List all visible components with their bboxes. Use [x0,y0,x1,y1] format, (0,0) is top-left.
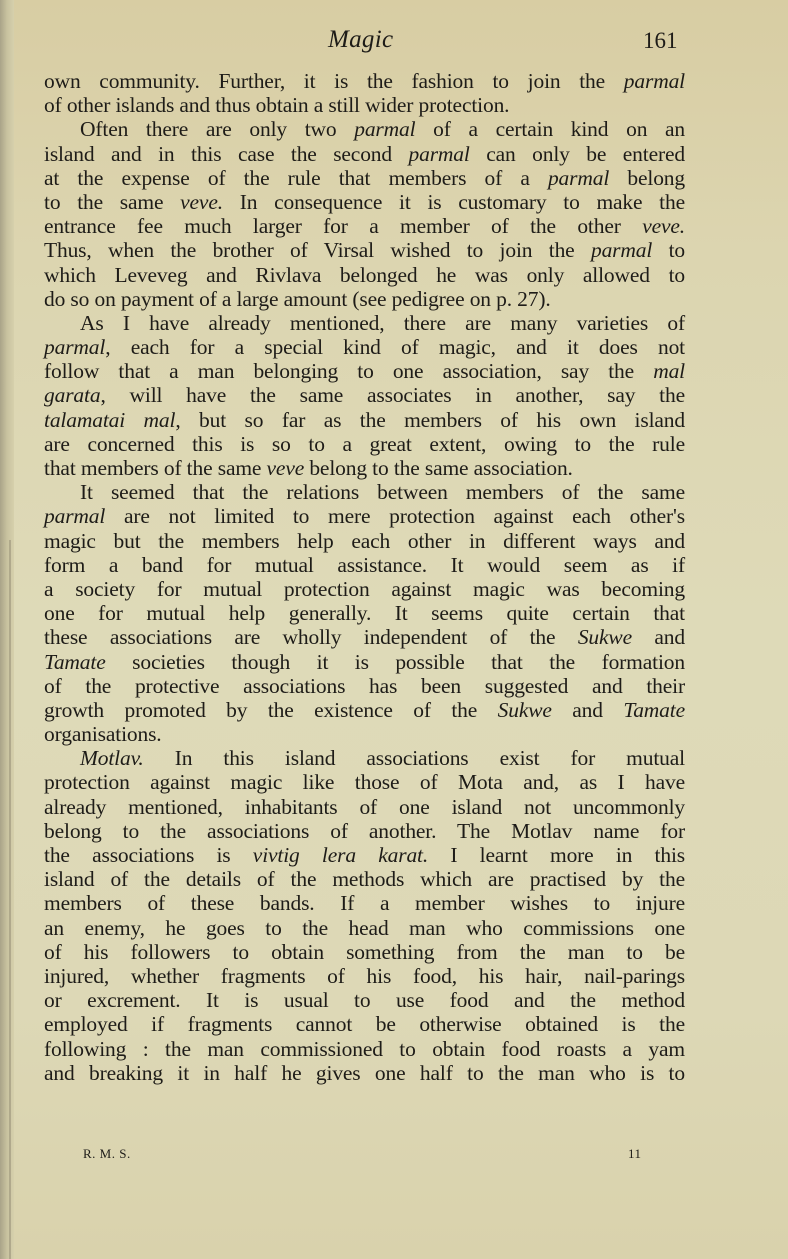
text-run: island of the details of the methods which are practised by the [44,867,685,892]
text-run: organisations. [44,722,162,747]
text-line [44,722,685,746]
text-run: follow that a man belonging to one association, say the [44,359,654,384]
text-run: a society for mutual protection against magic was becoming [44,576,685,601]
text-run: , but so far as the members of his own island [175,407,685,432]
text-line [44,335,685,359]
text-run: own community. Further, it is the fashion to join the [44,69,624,93]
text-line [44,577,685,601]
italic-term: veve [266,456,305,480]
text-run: growth promoted by the existence of the [44,697,498,722]
text-line [44,770,685,794]
text-line [44,964,685,988]
text-run: the associations is [44,843,253,867]
text-line [44,311,685,335]
text-line [44,553,685,577]
italic-term: Motlav. [80,746,144,771]
text-run: Thus, when the brother of Virsal wished to join the [44,238,591,263]
italic-term: veve. [642,214,685,239]
italic-term: parmal [590,238,653,263]
text-line [44,795,685,819]
italic-term: garata [44,383,101,408]
text-run: following : the man commissioned to obtain food roasts a yam [44,1036,685,1061]
italic-term: Sukwe [577,625,632,650]
text-line [44,1012,685,1036]
text-run: of the protective associations has been suggested and their [44,673,685,698]
text-run: magic but the members help each other in different ways and [44,528,685,553]
text-line [44,625,685,649]
text-run: Often there are only two [80,117,355,142]
text-run: societies though it is possible that the formation [105,649,685,674]
text-run: island and in this case the second [44,141,409,166]
text-run: to the same [44,189,181,214]
text-line [44,117,685,141]
text-run: or excrement. It is usual to use food and the method [44,988,685,1013]
text-line [44,988,685,1012]
text-line [44,456,685,480]
text-line [44,93,685,117]
italic-term: veve. [180,189,223,214]
text-line [44,529,685,553]
running-head-title: Magic [328,26,394,53]
italic-term: parmal [547,165,610,190]
text-line [44,746,685,770]
text-line [44,819,685,843]
text-run: belong to the same association. [304,456,573,480]
text-run: to [652,238,685,263]
italic-term: mal [653,359,685,384]
text-run: In this island associations exist for mutual [143,746,685,771]
italic-term: parmal [44,504,106,529]
text-line [44,142,685,166]
text-run: I learnt more in this [428,843,686,867]
body-text [44,69,685,1085]
text-run: these associations are wholly independent of the [44,625,578,650]
italic-term: parmal [44,335,106,360]
running-head [0,26,788,56]
text-line [44,287,685,311]
text-line [44,383,685,407]
text-run: members of these bands. If a member wishes to injure [44,891,685,916]
text-run: are not limited to mere protection against each other's [105,504,685,529]
text-line [44,843,685,867]
text-run: of a certain kind on an [415,117,686,142]
text-line [44,214,685,238]
text-run: belong [609,165,685,190]
text-run: at the expense of the rule that members of a [44,165,548,190]
text-line [44,190,685,214]
gathering-number: 11 [628,1146,642,1161]
text-run: of his followers to obtain something from the man to be [44,939,685,964]
text-line [44,674,685,698]
text-run: form a band for mutual assistance. It would seem as if [44,552,685,577]
italic-term: parmal [354,117,416,142]
text-run: protection against magic like those of Mota and, as I have [44,770,685,795]
italic-term: talamatai mal [44,407,176,432]
text-line [44,69,685,93]
text-line [44,940,685,964]
italic-term: Tamate [44,649,106,674]
text-run: In consequence it is customary to make the [222,189,685,214]
printer-signature: R. M. S. [83,1146,131,1161]
text-line [44,1061,685,1085]
italic-term: vivtig lera karat. [252,843,429,867]
text-run: , will have the same associates in another, say the [100,383,685,408]
text-run: employed if fragments cannot be otherwise obtained is the [44,1012,685,1037]
page-number: 161 [643,28,678,53]
text-line [44,916,685,940]
text-line [44,166,685,190]
italic-term: parmal [623,69,685,93]
text-run: entrance fee much larger for a member of the other [44,214,643,239]
page-gutter-shadow [0,0,14,1259]
italic-term: parmal [408,141,470,166]
text-run: which Leveveg and Rivlava belonged he was only allowed to [44,262,685,287]
text-line [44,867,685,891]
text-run: injured, whether fragments of his food, his hair, nail-parings [44,963,685,988]
text-line [44,238,685,262]
text-run: , each for a special kind of magic, and it does not [105,335,685,360]
text-run: do so on payment of a large amount (see pedigree on p. 27). [44,286,551,311]
text-run: can only be entered [469,141,685,166]
text-line [44,432,685,456]
text-run: As I have already mentioned, there are many varieties of [80,310,685,335]
text-run: and [632,625,685,650]
italic-term: Tamate [623,697,685,722]
text-line [44,1037,685,1061]
text-line [44,698,685,722]
text-run: and breaking it in half he gives one half to the man who is to [44,1060,685,1085]
text-run: and [551,697,624,722]
text-run: are concerned this is so to a great extent, owing to the rule [44,431,685,456]
text-run: belong to the associations of another. The Motlav name for [44,818,685,843]
text-line [44,408,685,432]
text-run: an enemy, he goes to the head man who commissions one [44,915,685,940]
text-run: It seemed that the relations between members of the same [80,480,685,505]
text-line [44,650,685,674]
text-line [44,359,685,383]
text-run: already mentioned, inhabitants of one island not uncommonly [44,794,685,819]
text-line [44,263,685,287]
text-line [44,891,685,915]
text-run: that members of the same [44,456,267,480]
text-line [44,480,685,504]
text-line [44,601,685,625]
italic-term: Sukwe [497,697,552,722]
text-run: one for mutual help generally. It seems quite certain that [44,601,685,626]
text-run: of other islands and thus obtain a still wider protection. [44,93,510,118]
page-footer [0,1146,788,1166]
text-line [44,504,685,528]
